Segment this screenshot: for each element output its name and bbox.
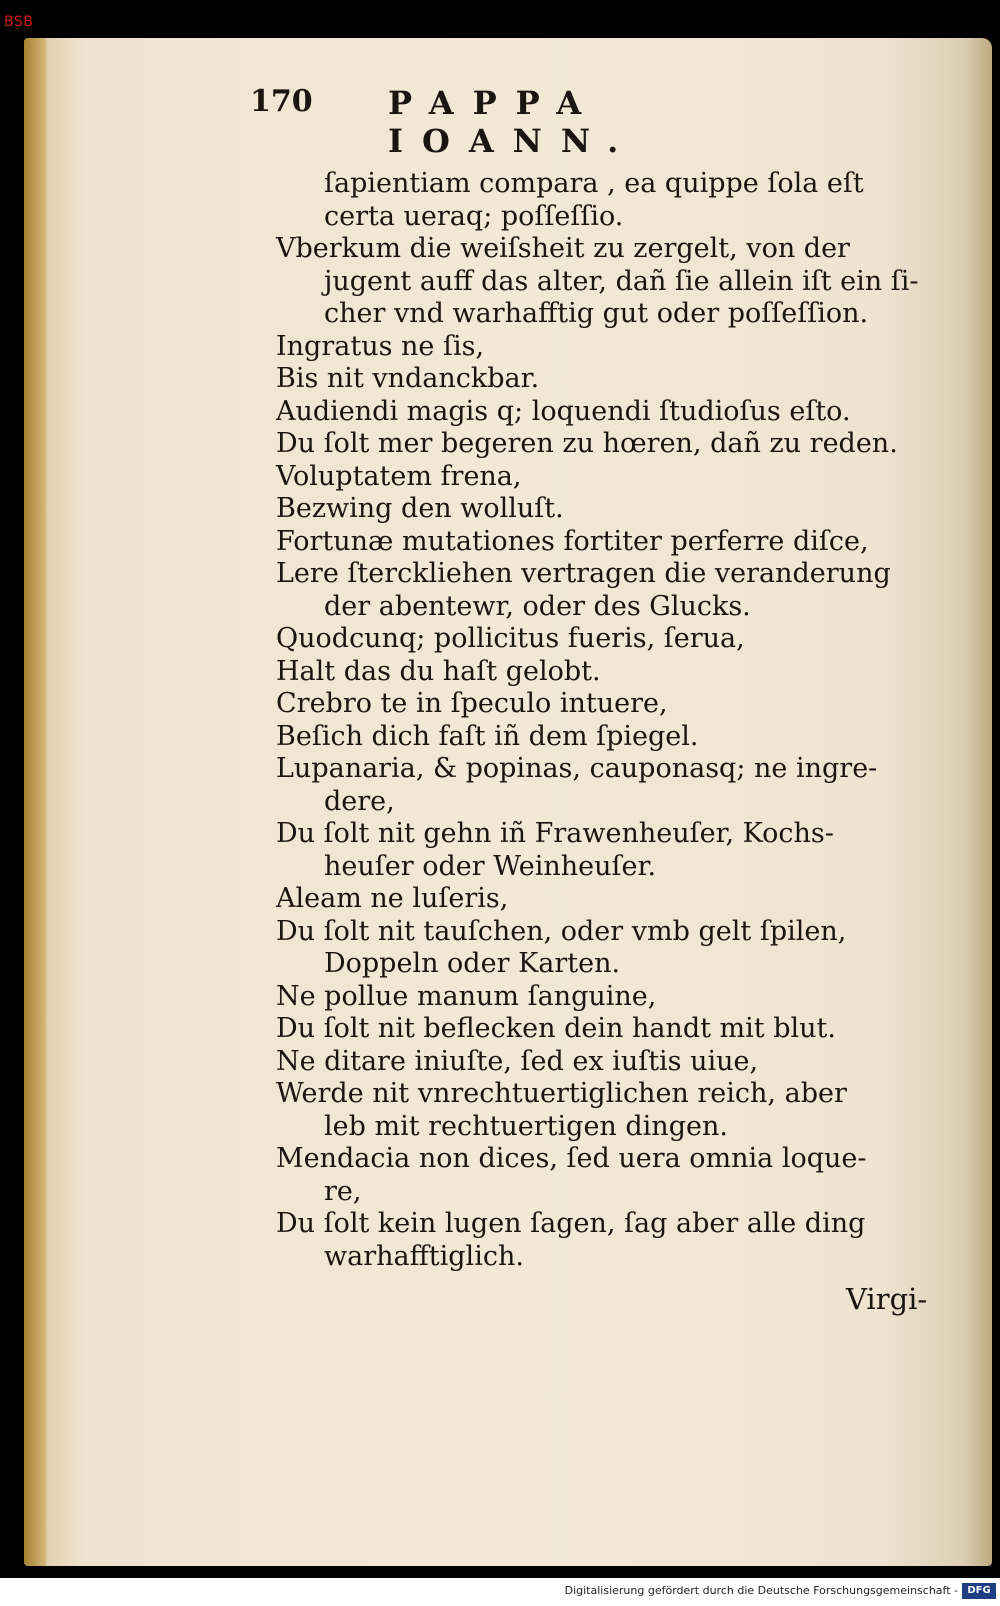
text-line: Werde nit vnrechtuertiglichen reich, aber <box>276 1078 847 1109</box>
text-line: Bezwing den wolluſt. <box>276 493 564 524</box>
library-mark: BSB <box>4 14 34 30</box>
text-line: Du ſolt kein lugen ſagen, ſag aber alle ding <box>276 1208 866 1239</box>
text-line: ſapientiam compara , ea quippe ſola eſt <box>324 168 864 199</box>
text-line: Bis nit vndanckbar. <box>276 363 540 394</box>
text-line: Ne pollue manum ſanguine, <box>276 980 657 1012</box>
text-line: Doppeln oder Karten. <box>324 948 621 979</box>
text-line: Vberkum die weiſsheit zu zergelt, von der <box>276 233 850 264</box>
text-line: dere, <box>324 785 395 817</box>
text-line: re, <box>324 1175 362 1207</box>
catchword: Virgi- <box>846 1282 928 1316</box>
text-line: cher vnd warhafftig gut oder poſſeſſion. <box>324 298 869 329</box>
text-line: Fortunæ mutationes fortiter perferre diſce, <box>276 525 869 557</box>
body-text <box>276 168 936 1273</box>
text-line: Lere ſterckliehen vertragen die veranderung <box>276 558 891 589</box>
text-line: Du ſolt nit beflecken dein handt mit blut. <box>276 1013 836 1044</box>
text-line: der abentewr, oder des Glucks. <box>324 590 751 622</box>
footer-bar <box>0 1578 1000 1606</box>
text-line: Voluptatem frena, <box>276 460 522 492</box>
running-head: PAPPA IOANN. <box>388 84 638 160</box>
text-line: Quodcunq; pollicitus fueris, ſerua, <box>276 623 745 654</box>
footer-credit: Digitalisierung gefördert durch die Deutsche Forschungsgemeinschaft - <box>564 1584 958 1597</box>
text-line: Mendacia non dices, ſed uera omnia loque- <box>276 1143 867 1174</box>
text-line: Du ſolt nit tauſchen, oder vmb gelt ſpilen, <box>276 915 847 947</box>
text-line: jugent auff das alter, dañ ſie allein iſt ein ſi- <box>324 265 919 297</box>
text-line: Du ſolt nit gehn iñ Frawenheuſer, Kochs- <box>276 818 834 849</box>
text-line: heuſer oder Weinheuſer. <box>324 850 657 882</box>
text-line: Halt das du haſt gelobt. <box>276 655 601 687</box>
text-line: Ingratus ne ſis, <box>276 330 485 362</box>
text-line: Ne ditare iniuſte, ſed ex iuſtis uiue, <box>276 1045 759 1077</box>
text-line: Beſich dich faſt iñ dem ſpiegel. <box>276 720 699 752</box>
page-header <box>250 84 850 160</box>
text-line: Audiendi magis q; loquendi ſtudioſus eſto. <box>276 395 851 427</box>
dfg-logo: DFG <box>962 1583 996 1599</box>
text-line: certa ueraq; poſſeſſio. <box>324 200 624 232</box>
text-line: Crebro te in ſpeculo intuere, <box>276 688 668 719</box>
page-number: 170 <box>250 84 313 119</box>
text-line: leb mit rechtuertigen dingen. <box>324 1110 728 1142</box>
text-line: Aleam ne luſeris, <box>276 883 509 914</box>
text-line: Du ſolt mer begeren zu hœren, dañ zu reden. <box>276 428 898 459</box>
text-line: warhafftiglich. <box>324 1240 524 1272</box>
text-line: Lupanaria, & popinas, cauponasq; ne ingre- <box>276 753 878 784</box>
